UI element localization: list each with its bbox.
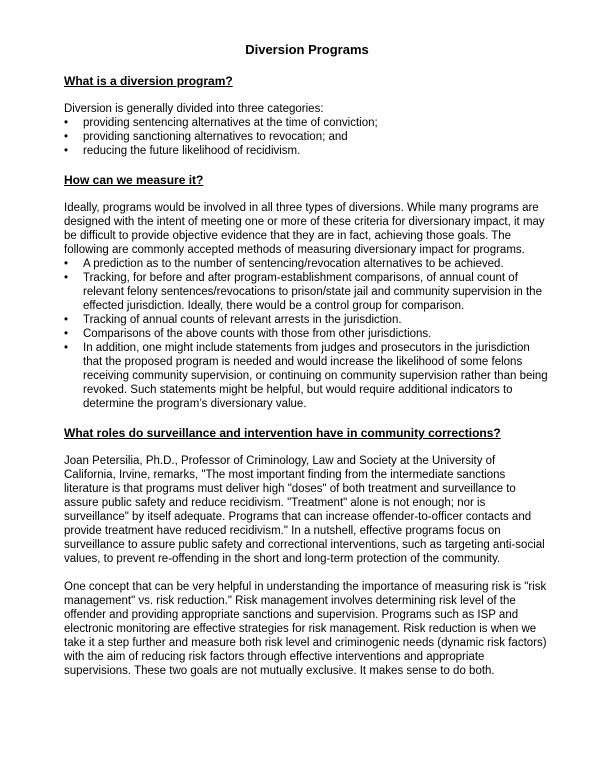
list-item-text: Tracking of annual counts of relevant arrests in the jurisdiction.	[83, 314, 402, 326]
spacer	[64, 158, 550, 173]
bullet-list	[64, 116, 550, 158]
list-item	[64, 327, 550, 341]
document-title: Diversion Programs	[245, 42, 369, 57]
list-item-text: providing sanctioning alternatives to revocation; and	[83, 131, 348, 143]
bullet-icon: •	[64, 258, 69, 270]
list-item	[64, 271, 550, 313]
section-intro: Ideally, programs would be involved in all three types of diversions. While many programs are designed with the intent of meeting one or more of these criteria for diversionary impact, it may be difficult to provide objective evidence that they are in fact, achieving those goals. The following are commonly accepted methods of measuring diversionary impact for programs.	[64, 202, 545, 256]
list-item-text: reducing the future likelihood of recidivism.	[83, 145, 301, 157]
section-heading: What is a diversion program?	[64, 74, 233, 88]
bullet-icon: •	[64, 131, 69, 143]
section-how-to-measure	[64, 173, 550, 411]
list-item	[64, 144, 550, 158]
list-item-text: A prediction as to the number of sentencing/revocation alternatives to be achieved.	[83, 258, 504, 270]
list-item	[64, 130, 550, 144]
bullet-icon: •	[64, 145, 69, 157]
list-item-text: Comparisons of the above counts with those from other jurisdictions.	[83, 328, 432, 340]
list-item	[64, 116, 550, 130]
section-heading: How can we measure it?	[64, 173, 204, 187]
list-item-text: Tracking, for before and after program-establishment comparisons, of annual count of relevant felony sentences/revocations to prison/state jail and community supervision in the effected jurisdiction. Ideally, there would be a control group for comparison.	[83, 272, 542, 312]
bullet-icon: •	[64, 328, 69, 340]
list-item-text: providing sentencing alternatives at the time of conviction;	[83, 117, 378, 129]
spacer	[64, 411, 550, 426]
bullet-icon: •	[64, 314, 69, 326]
section-heading: What roles do surveillance and intervention have in community corrections?	[64, 426, 501, 440]
paragraph: One concept that can be very helpful in understanding the importance of measuring risk is "risk management" vs. risk reduction." Risk management involves determining risk level of the offender and providing appropriate sanctions and supervision. Programs such as ISP and electronic monitoring are effective strategies for risk management. Risk reduction is when we take it a step further and measure both risk level and criminogenic needs (dynamic risk factors) with the aim of reducing risk factors through effective interventions and appropriate supervisions. These two goals are not mutually exclusive. It makes sense to do both.	[64, 581, 547, 677]
list-item	[64, 341, 550, 411]
list-item	[64, 313, 550, 327]
section-intro: Diversion is generally divided into three categories:	[64, 103, 324, 115]
list-item-text: In addition, one might include statements from judges and prosecutors in the jurisdiction that the proposed program is needed and would increase the likelihood of some felons receiving community supervision, or continuing on community supervision rather than being revoked. Such statements might be helpful, but would require additional indicators to determine the program’s diversionary value.	[83, 342, 548, 410]
section-surveillance-intervention	[64, 426, 550, 678]
bullet-icon: •	[64, 342, 69, 354]
bullet-list	[64, 257, 550, 411]
section-what-is-diversion	[64, 74, 550, 158]
paragraph: Joan Petersilia, Ph.D., Professor of Criminology, Law and Society at the University of California, Irvine, remarks, "The most important finding from the intermediate sanctions literature is that programs must deliver high "doses" of both treatment and surveillance to assure public safety and reduce recidivism. "Treatment" alone is not enough; nor is surveillance" by itself adequate. Programs that can increase offender-to-officer contacts and provide treatment have reduced recidivism." In a nutshell, effective programs focus on surveillance to assure public safety and correctional interventions, such as targeting anti-social values, to prevent re-offending in the short and long-term protection of the community.	[64, 455, 545, 565]
bullet-icon: •	[64, 272, 69, 284]
list-item	[64, 257, 550, 271]
bullet-icon: •	[64, 117, 69, 129]
